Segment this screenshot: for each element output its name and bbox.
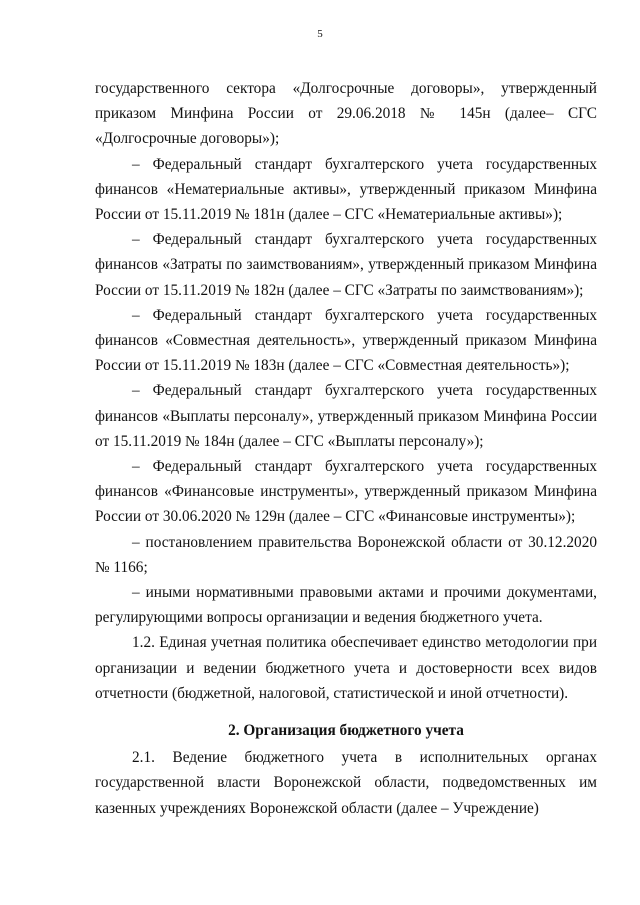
list-item-financial-instruments: – Федеральный стандарт бухгалтерского учета государственных финансов «Финансовые инструменты», утвержденный приказом Минфина России от 30.06.2020 № 129н (далее – СГС «Финансовые инструменты»);	[95, 458, 597, 526]
list-item-joint-activity: – Федеральный стандарт бухгалтерского учета государственных финансов «Совместная деятельность», утвержденный приказом Минфина России от 15.11.2019 № 183н (далее – СГС «Совместная деятельность»);	[95, 306, 597, 375]
clause-1-2: 1.2. Единая учетная политика обеспечивает единство методологии при организации и ведении бюджетного учета и достоверности всех видов отчетности (бюджетной, налоговой, статистической и иной отчетности).	[95, 634, 597, 702]
list-item-personnel-payments: – Федеральный стандарт бухгалтерского учета государственных финансов «Выплаты персоналу», утвержденный приказом Минфина России от 15.11.2019 № 184н (далее – СГС «Выплаты персоналу»);	[95, 382, 597, 450]
list-item-government-resolution: – постановлением правительства Воронежской области от 30.12.2020 № 1166;	[95, 533, 597, 576]
page-number: 5	[317, 28, 323, 40]
list-item-borrowing-costs: – Федеральный стандарт бухгалтерского учета государственных финансов «Затраты по заимствованиям», утвержденный приказом Минфина России от 15.11.2019 № 182н (далее – СГС «Затраты по заимствованиям»);	[95, 231, 597, 299]
list-item-intangible-assets: – Федеральный стандарт бухгалтерского учета государственных финансов «Нематериальные активы», утвержденный приказом Минфина России от 15.11.2019 № 181н (далее – СГС «Нематериальные активы»);	[95, 155, 597, 224]
list-item-other-acts: – иными нормативными правовыми актами и прочими документами, регулирующими вопросы организации и ведения бюджетного учета.	[95, 584, 597, 627]
paragraph-continuation: государственного сектора «Долгосрочные договоры», утвержденный приказом Минфина России от 29.06.2018 № 145н (далее– СГС «Долгосрочные договоры»);	[95, 80, 597, 148]
document-body	[95, 76, 597, 821]
section-heading: 2. Организация бюджетного учета	[228, 722, 464, 740]
clause-2-1: 2.1. Ведение бюджетного учета в исполнительных органах государственной власти Воронежской области, подведомственных им казенных учреждениях Воронежской области (далее – Учреждение)	[95, 749, 597, 817]
